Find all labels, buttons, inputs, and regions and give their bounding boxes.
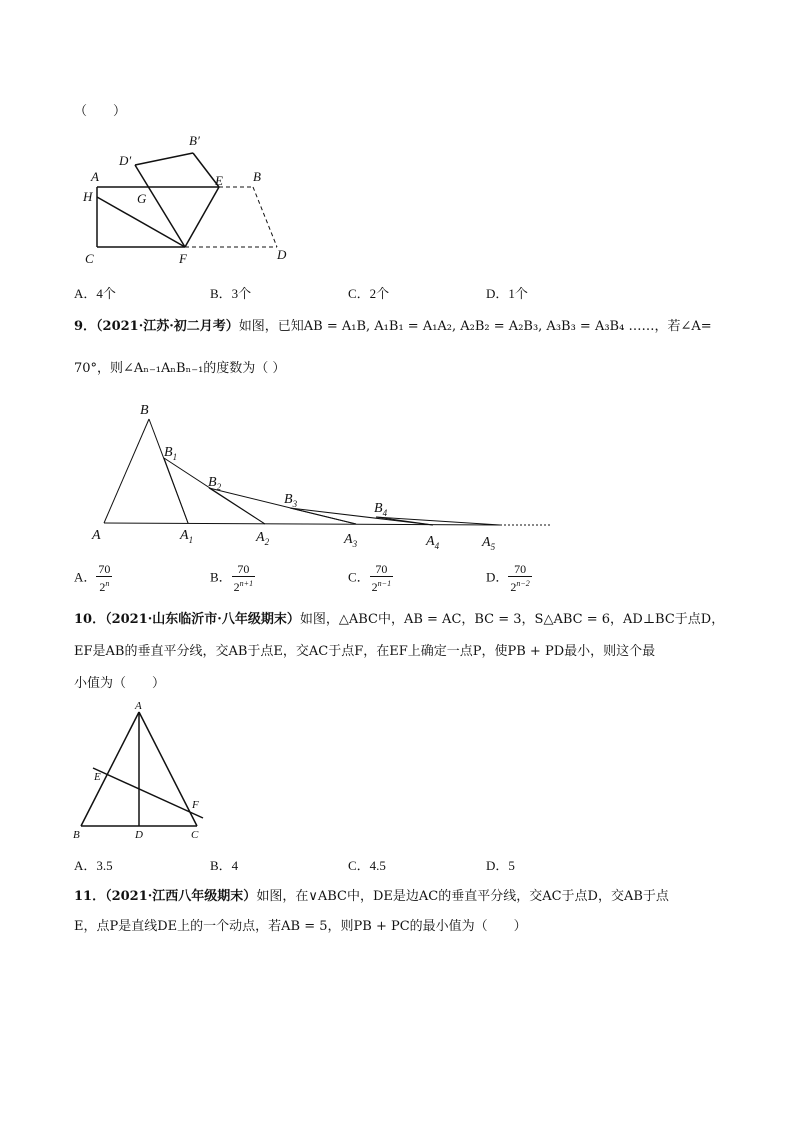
label-B: B [140, 403, 149, 418]
q10-figure [65, 700, 215, 845]
q10-text1: 如图，△ABC中，AB = AC，BC = 3，S△ABC = 6，AD⊥BC于点D， [299, 612, 725, 627]
label-D: D [135, 829, 143, 841]
q9-stem-line2: 70°，则∠Aₙ₋₁AₙBₙ₋₁的度数为（ ） [74, 361, 286, 376]
label-G: G [137, 191, 147, 206]
q8-option-b[interactable]: B．3个 [210, 286, 252, 301]
q10-option-a[interactable]: A．3.5 [74, 858, 113, 873]
label-B4: $B_4$ [374, 501, 388, 518]
label-B3: $B_3$ [284, 492, 298, 509]
label-A: A [91, 169, 99, 184]
q10-source: （2021·山东临沂市·八年级期末） [105, 612, 300, 627]
q10-stem-line3: 小值为（ ） [74, 676, 166, 691]
q8-option-c[interactable]: C．2个 [348, 286, 390, 301]
label-B: B [73, 829, 80, 841]
q9-text1: 如图，已知AB = A₁B, A₁B₁ = A₁A₂, A₂B₂ = A₂B₃, A₃B₃ = A₃B₄ ……，若∠A= [238, 319, 712, 334]
label-B-prime: B′ [189, 133, 200, 148]
label-B1: $B_1$ [164, 445, 178, 462]
label-H: H [83, 189, 93, 204]
q10-stem-line2: EF是AB的垂直平分线，交AB于点E，交AC于点F，在EF上确定一点P，使PB + PD最小，则这个最 [74, 644, 656, 659]
q8-figure [75, 125, 300, 270]
label-A4: $A_4$ [426, 534, 440, 551]
fraction: $\frac{70}{2^{n+1}}$ [233, 562, 254, 594]
q9-option-b[interactable]: B． $\frac{70}{2^{n+1}}$ [210, 562, 254, 594]
label-C: C [191, 829, 199, 841]
q10-number: 10． [74, 612, 106, 627]
q9-option-c[interactable]: C． $\frac{70}{2^{n-1}}$ [348, 562, 392, 594]
q8-answer-blank: （ ） [74, 104, 127, 119]
q11-stem-line2: E，点P是直线DE上的一个动点，若AB = 5，则PB + PC的最小值为（ ） [74, 919, 527, 934]
q10-option-b[interactable]: B．4 [210, 858, 239, 873]
label-A2: $A_2$ [256, 530, 270, 547]
label-E: E [94, 771, 101, 783]
q11-stem-line1 [74, 888, 669, 906]
q9-number: 9． [74, 319, 97, 334]
label-F: F [179, 251, 187, 266]
q9-option-d[interactable]: D． $\frac{70}{2^{n-2}}$ [486, 562, 530, 594]
q11-source: （2021·江西八年级期末） [105, 889, 257, 904]
label-D-prime: D′ [119, 153, 132, 168]
fraction: $\frac{70}{2^{n-1}}$ [371, 562, 392, 594]
label-A3: $A_3$ [344, 532, 358, 549]
label-C: C [85, 251, 94, 266]
q9-figure [88, 396, 558, 556]
label-A1: $A_1$ [180, 528, 194, 545]
q11-text1: 如图，在∨ABC中，DE是边AC的垂直平分线，交AC于点D，交AB于点 [256, 889, 669, 904]
q9-stem-line1 [74, 318, 712, 336]
label-A5: $A_5$ [482, 535, 496, 552]
label-A: A [92, 528, 101, 543]
fraction: $\frac{70}{2^n}$ [98, 562, 111, 594]
q10-option-d[interactable]: D．5 [486, 858, 515, 873]
label-B: B [253, 169, 261, 184]
q8-option-d[interactable]: D．1个 [486, 286, 528, 301]
q8-option-a[interactable]: A．4个 [74, 286, 116, 301]
label-F: F [192, 799, 199, 811]
q9-source: （2021·江苏·初二月考） [96, 319, 239, 334]
q10-option-c[interactable]: C．4.5 [348, 858, 386, 873]
label-B2: $B_2$ [208, 475, 222, 492]
q11-number: 11． [74, 889, 106, 904]
q9-option-a[interactable]: A． $\frac{70}{2^n}$ [74, 562, 111, 594]
label-D: D [277, 247, 287, 262]
fraction: $\frac{70}{2^{n-2}}$ [510, 562, 530, 594]
q10-stem-line1 [74, 611, 724, 629]
label-E: E [215, 173, 223, 188]
label-A: A [135, 700, 142, 712]
